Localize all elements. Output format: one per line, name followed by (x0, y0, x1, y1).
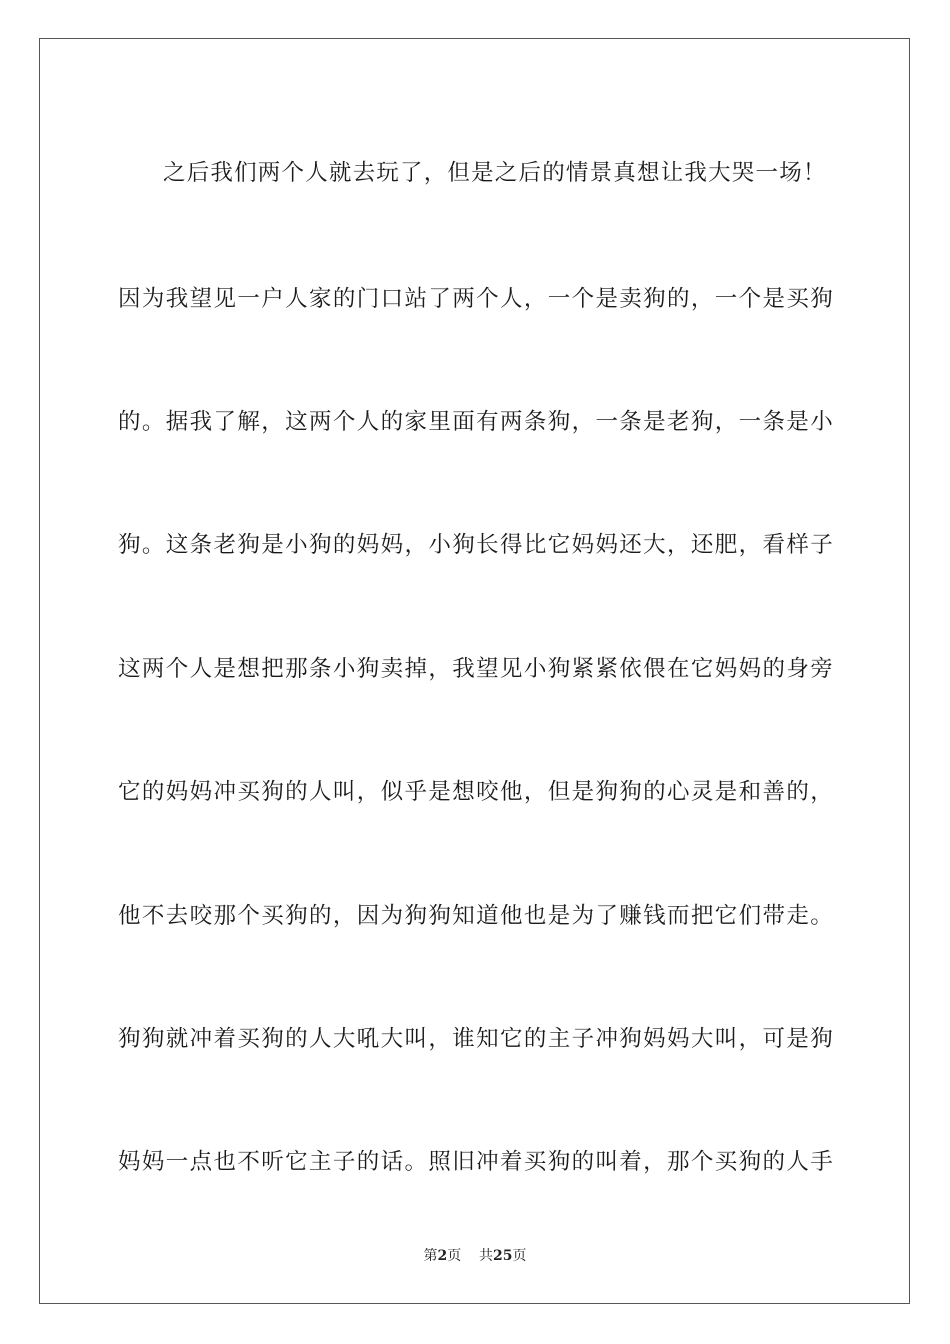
paragraph-line-6: 它的妈妈冲买狗的人叫，似乎是想咬他，但是狗狗的心灵是和善的， (118, 778, 834, 805)
page-number: 2 (437, 1248, 448, 1264)
total-prefix: 共 (479, 1248, 494, 1264)
total-suffix: 页 (512, 1248, 527, 1264)
paragraph-line-8: 狗狗就冲着买狗的人大吼大叫，谁知它的主子冲狗妈妈大叫，可是狗 (118, 1025, 834, 1052)
paragraph-line-7: 他不去咬那个买狗的，因为狗狗知道他也是为了赚钱而把它们带走。 (118, 902, 834, 929)
page-prefix: 第 (423, 1248, 438, 1264)
paragraph-line-5: 这两个人是想把那条小狗卖掉，我望见小狗紧紧依偎在它妈妈的身旁 (118, 655, 834, 682)
paragraph-line-2: 因为我望见一户人家的门口站了两个人，一个是卖狗的，一个是买狗 (118, 285, 834, 312)
paragraph-line-1: 之后我们两个人就去玩了，但是之后的情景真想让我大哭一场！ (163, 159, 827, 186)
total-pages: 25 (493, 1248, 513, 1264)
page-footer (0, 1246, 950, 1266)
paragraph-line-4: 狗。这条老狗是小狗的妈妈，小狗长得比它妈妈还大，还肥，看样子 (118, 531, 834, 558)
paragraph-line-9: 妈妈一点也不听它主子的话。照旧冲着买狗的叫着，那个买狗的人手 (118, 1148, 834, 1175)
paragraph-line-3: 的。据我了解，这两个人的家里面有两条狗，一条是老狗，一条是小 (118, 408, 834, 435)
page-suffix: 页 (447, 1248, 462, 1264)
